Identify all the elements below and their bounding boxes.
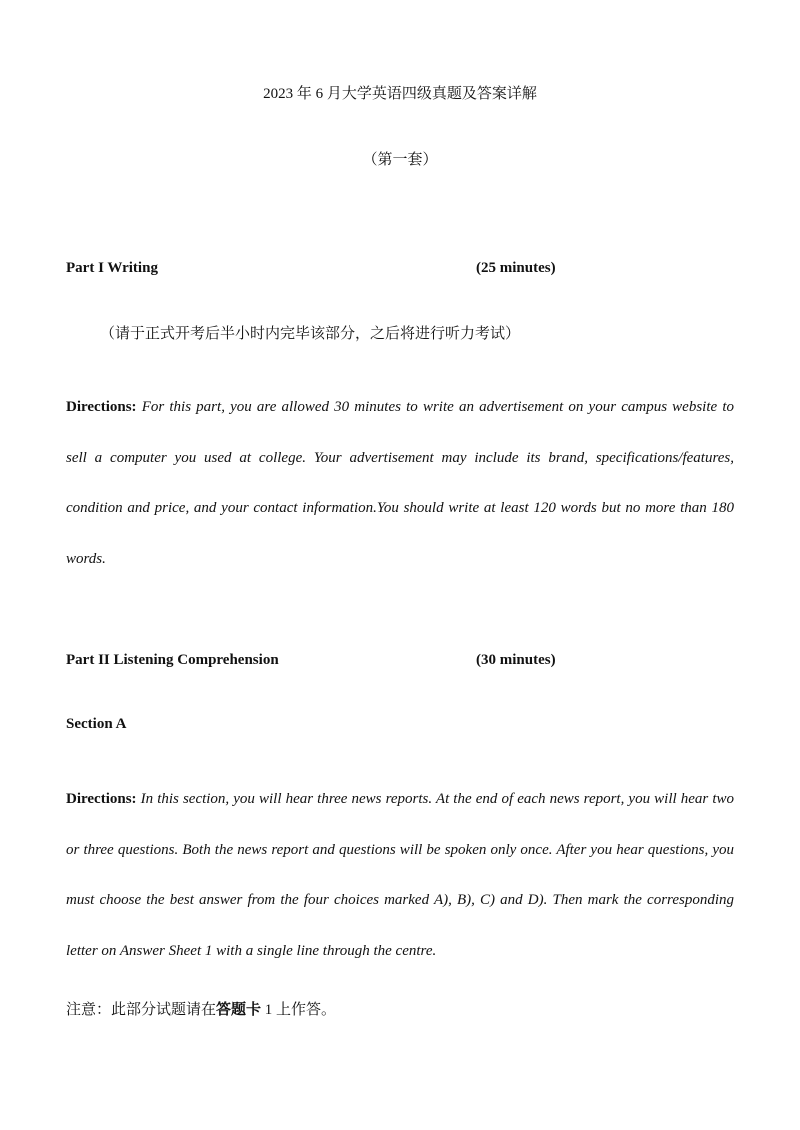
part-1-directions-label: Directions:	[66, 399, 137, 415]
part-2-directions-text: In this section, you will hear three news reports. At the end of each news report, you will hear two or three questions. Both the news report and questions will be spoken only once. After you hear questions, you must choose the best answer from the four choices marked A), B), C) and D). Then mark the corresponding letter on Answer Sheet 1 with a single line through the centre.	[66, 791, 734, 959]
document-subtitle: （第一套）	[362, 152, 438, 168]
part-1-heading: Part I Writing	[66, 260, 158, 276]
part-2-time: (30 minutes)	[476, 652, 556, 668]
answer-note-prefix: 注意：此部分试题请在	[66, 1002, 217, 1018]
answer-note-bold: 答题卡	[216, 1002, 262, 1018]
document-title: 2023 年 6 月大学英语四级真题及答案详解	[263, 86, 537, 102]
part-1-directions	[66, 382, 734, 584]
part-2-directions	[66, 774, 734, 976]
answer-sheet-note	[66, 998, 336, 1019]
part-2-directions-label: Directions:	[66, 791, 137, 807]
part-2-heading: Part II Listening Comprehension	[66, 652, 279, 668]
part-2-heading-row	[66, 652, 766, 672]
part-1-directions-text: For this part, you are allowed 30 minutes to write an advertisement on your campus website to sell a computer you used at college. Your advertisement may include its brand, specifications/features, condition and price, and your contact information.You should write at least 120 words but no more than 180 words.	[66, 399, 734, 567]
answer-note-suffix: 1 上作答。	[261, 1002, 337, 1018]
part-1-heading-row	[66, 260, 766, 280]
part-1-time: (25 minutes)	[476, 260, 556, 276]
part-1-note: （请于正式开考后半小时内完毕该部分，之后将进行听力考试）	[100, 326, 521, 342]
section-a-heading: Section A	[66, 716, 127, 732]
